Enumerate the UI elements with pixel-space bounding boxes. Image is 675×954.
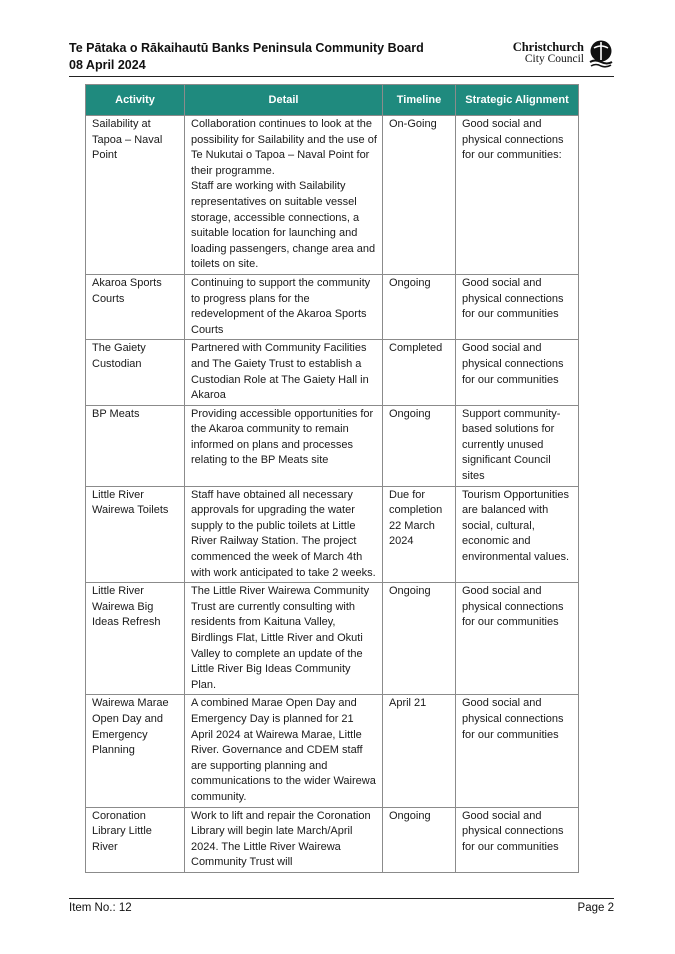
christchurch-city-council-logo-icon bbox=[588, 40, 614, 68]
page-title: Te Pātaka o Rākaihautū Banks Peninsula Community Board bbox=[69, 41, 424, 55]
strategic-alignment-cell: Tourism Opportunities are balanced with social, cultural, economic and environmental values. bbox=[456, 486, 579, 583]
strategic-alignment-cell: Good social and physical connections for our communities: bbox=[456, 116, 579, 275]
detail-cell: Work to lift and repair the Coronation Library will begin late March/April 2024. The Little River Wairewa Community Trust will bbox=[185, 807, 383, 872]
timeline-cell: Ongoing bbox=[383, 583, 456, 695]
activity-cell: Coronation Library Little River bbox=[86, 807, 185, 872]
column-header-timeline: Timeline bbox=[383, 85, 456, 116]
strategic-alignment-cell: Good social and physical connections for our communities bbox=[456, 695, 579, 807]
strategic-alignment-cell: Good social and physical connections for our communities bbox=[456, 340, 579, 405]
timeline-cell: Ongoing bbox=[383, 274, 456, 339]
table-row bbox=[86, 116, 579, 275]
timeline-cell: On-Going bbox=[383, 116, 456, 275]
strategic-alignment-cell: Good social and physical connections for our communities bbox=[456, 583, 579, 695]
logo-line2: City Council bbox=[524, 53, 584, 65]
table-header-row bbox=[86, 85, 579, 116]
column-header-detail: Detail bbox=[185, 85, 383, 116]
activity-cell: Little River Wairewa Toilets bbox=[86, 486, 185, 583]
detail-paragraph: Staff are working with Sailability representatives on suitable vessel storage, accessible connections, a suitable location for launching and loading passengers, change area and toilets on site. bbox=[191, 180, 376, 271]
activity-cell: Little River Wairewa Big Ideas Refresh bbox=[86, 583, 185, 695]
item-number: Item No.: 12 bbox=[69, 902, 132, 914]
table-row bbox=[86, 340, 579, 405]
council-logo bbox=[502, 40, 614, 70]
activity-cell: BP Meats bbox=[86, 405, 185, 486]
activity-cell: Wairewa Marae Open Day and Emergency Planning bbox=[86, 695, 185, 807]
table-row bbox=[86, 807, 579, 872]
table-row bbox=[86, 695, 579, 807]
page-header bbox=[69, 40, 614, 76]
table-row bbox=[86, 405, 579, 486]
header-divider bbox=[69, 76, 614, 77]
timeline-cell: Ongoing bbox=[383, 807, 456, 872]
strategic-alignment-cell: Good social and physical connections for our communities bbox=[456, 274, 579, 339]
table-row bbox=[86, 583, 579, 695]
meeting-date: 08 April 2024 bbox=[69, 58, 146, 72]
detail-paragraph: Collaboration continues to look at the possibility for Sailability and the use of Te Nukutai o Tapoa – Naval Point for their programme. bbox=[191, 118, 377, 177]
page-number: Page 2 bbox=[577, 902, 614, 914]
timeline-cell: April 21 bbox=[383, 695, 456, 807]
activity-cell: Sailability at Tapoa – Naval Point bbox=[86, 116, 185, 275]
detail-cell: Staff have obtained all necessary approvals for upgrading the water supply to the public toilets at Little River Railway Station. The project commenced the week of March 4th with work anticipated to take 2 weeks. bbox=[185, 486, 383, 583]
logo-wordmark bbox=[513, 41, 584, 65]
logo-line1: Christchurch bbox=[512, 40, 584, 54]
timeline-cell: Completed bbox=[383, 340, 456, 405]
footer-divider bbox=[69, 898, 614, 899]
timeline-cell: Due for completion 22 March 2024 bbox=[383, 486, 456, 583]
column-header-activity: Activity bbox=[86, 85, 185, 116]
table-row bbox=[86, 274, 579, 339]
detail-cell: Partnered with Community Facilities and The Gaiety Trust to establish a Custodian Role at The Gaiety Hall in Akaroa bbox=[185, 340, 383, 405]
detail-cell: Continuing to support the community to progress plans for the redevelopment of the Akaroa Sports Courts bbox=[185, 274, 383, 339]
detail-cell bbox=[185, 116, 383, 275]
strategic-alignment-cell: Good social and physical connections for our communities bbox=[456, 807, 579, 872]
detail-cell: The Little River Wairewa Community Trust are currently consulting with residents from Kaituna Valley, Birdlings Flat, Little River and Okuti Valley to complete an update of the Little River Big Ideas Community Plan. bbox=[185, 583, 383, 695]
activity-table bbox=[85, 84, 579, 873]
activity-cell: The Gaiety Custodian bbox=[86, 340, 185, 405]
timeline-cell: Ongoing bbox=[383, 405, 456, 486]
column-header-strategic-alignment: Strategic Alignment bbox=[456, 85, 579, 116]
detail-cell: A combined Marae Open Day and Emergency Day is planned for 21 April 2024 at Wairewa Marae, Little River. Governance and CDEM staff are supporting planning and communications to the wider Wairewa community. bbox=[185, 695, 383, 807]
activity-cell: Akaroa Sports Courts bbox=[86, 274, 185, 339]
detail-cell: Providing accessible opportunities for the Akaroa community to remain informed on plans and processes relating to the BP Meats site bbox=[185, 405, 383, 486]
strategic-alignment-cell: Support community-based solutions for currently unused significant Council sites bbox=[456, 405, 579, 486]
table-row bbox=[86, 486, 579, 583]
